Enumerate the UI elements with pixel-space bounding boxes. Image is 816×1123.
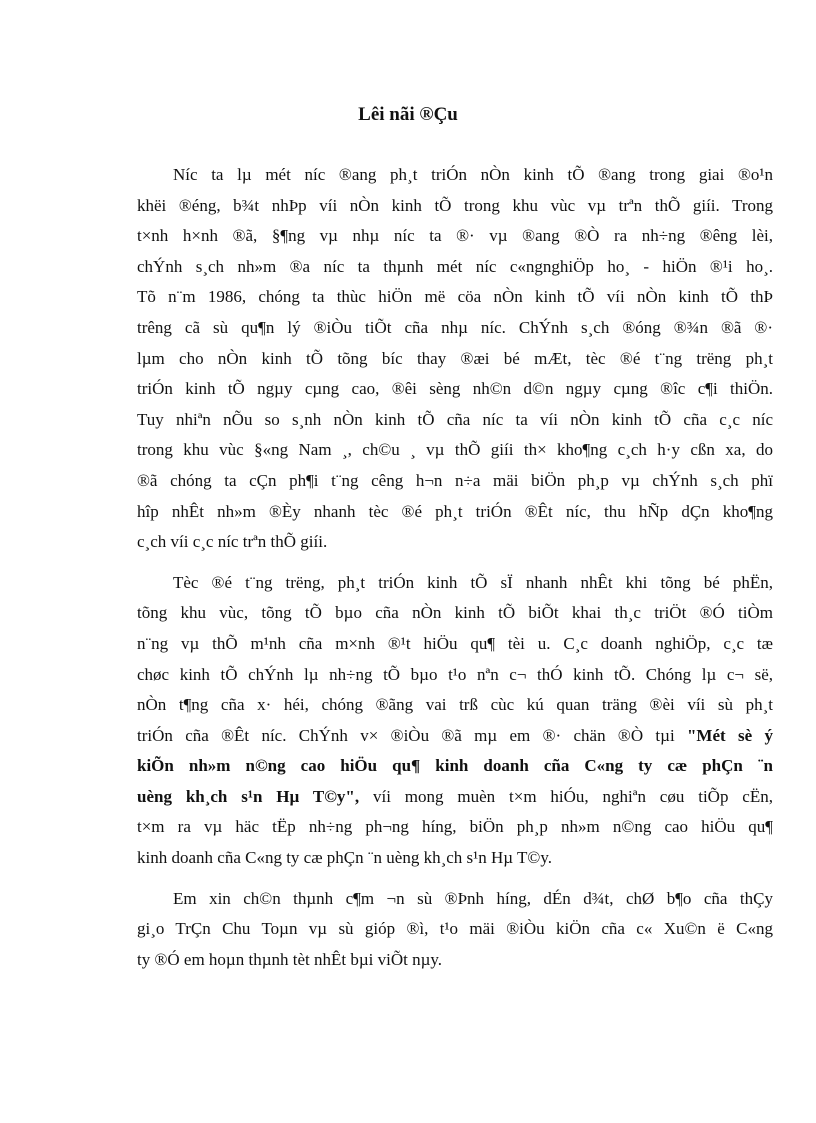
text-line: trêng cã sù qu¶n lý ®iÒu tiÕt cña nhµ níc. ChÝnh s¸ch ®óng ®¾n ®ã ®· [137, 317, 773, 337]
text-line: ty ®Ó em hoµn thµnh tèt nhÊt bµi viÕt nµy. [137, 949, 443, 969]
text-line: n¨ng vµ thÕ m¹nh cña m×nh ®¹t hiÖu qu¶ tèi u. C¸c doanh nghiÖp, c¸c tæ [137, 633, 773, 653]
paragraph-3 [137, 884, 773, 976]
text-line [137, 782, 773, 813]
text-line: chÝnh s¸ch nh»m ®a níc ta thµnh mét níc c«ngnghiÖp ho¸ - hiÖn ®¹i ho¸. [137, 256, 773, 276]
text-line: trong khu vùc §«ng Nam ¸, ch©u ¸ vµ thÕ giíi th× kho¶ng c¸ch h·y cßn xa, do [137, 440, 773, 460]
text-line: Tuy nhiªn nÕu so s¸nh nÒn kinh tÕ cña níc ta víi nÒn kinh tÕ cña c¸c níc [137, 409, 773, 429]
page-title: Lêi nãi ®Çu [358, 104, 458, 125]
text-segment: víi mong muèn t×m hiÓu, nghiªn cøu tiÕp cËn, [359, 786, 773, 806]
document-body [137, 160, 773, 985]
text-line: Em xin ch©n thµnh c¶m ¬n sù ®Þnh híng, dÉn d¾t, chØ b¶o cña thÇy [173, 888, 773, 908]
text-line: kinh doanh cña C«ng ty cæ phÇn ¨n uèng kh¸ch s¹n Hµ T©y. [137, 848, 552, 868]
thesis-title-start: "Mét sè ý [686, 725, 773, 745]
text-line: nÒn t¶ng cña x· héi, chóng ®ãng vai trß cùc kú quan träng ®èi víi sù ph¸t [137, 695, 773, 715]
text-line: Níc ta lµ mét níc ®ang ph¸t triÓn nÒn kinh tÕ ®ang trong giai ®o¹n [173, 165, 773, 184]
text-line: t×m ra vµ häc tËp nh÷ng ph¬ng híng, biÖn ph¸p nh»m n©ng cao hiÖu qu¶ [137, 817, 773, 837]
text-line: gi¸o TrÇn Chu Toµn vµ sù gióp ®ì, t¹o mäi ®iÒu kiÖn cña c« Xu©n ë C«ng [137, 919, 773, 939]
text-line: t×nh h×nh ®ã, §¶ng vµ nhµ níc ta ®· vµ ®ang ®Ò ra nh÷ng ®êng lèi, [137, 226, 773, 246]
paragraph-1 [137, 160, 773, 558]
text-line: c¸ch víi c¸c níc trªn thÕ giíi. [137, 532, 328, 552]
text-line: triÓn kinh tÕ ngµy cµng cao, ®êi sèng nh©n d©n ngµy cµng ®îc c¶i thiÖn. [137, 379, 773, 399]
text-line: chøc kinh tÕ chÝnh lµ nh÷ng tÕ bµo t¹o nªn c¬ thÓ kinh tÕ. Chóng lµ c¬ së, [137, 664, 773, 684]
paragraph-2 [137, 568, 773, 874]
text-segment: triÓn cña ®Êt níc. ChÝnh v× ®iÒu ®ã mµ em ®· chän ®Ò tµi [137, 725, 687, 745]
text-line: Tèc ®é t¨ng trëng, ph¸t triÓn kinh tÕ sÏ nhanh nhÊt khi tõng bé phËn, [173, 572, 773, 592]
text-line: hîp nhÊt nh»m ®Èy nhanh tèc ®é ph¸t triÓn ®Êt níc, thu hÑp dÇn kho¶ng [137, 501, 773, 521]
text-line [137, 721, 773, 752]
text-line: Tõ n¨m 1986, chóng ta thùc hiÖn më cöa nÒn kinh tÕ víi nÒn kinh tÕ thÞ [137, 287, 773, 307]
thesis-title-end: uèng kh¸ch s¹n Hµ T©y", [137, 786, 360, 806]
text-line: lµm cho nÒn kinh tÕ tõng bíc thay ®æi bé mÆt, tèc ®é t¨ng trëng ph¸t [137, 348, 773, 368]
text-line: ®ã chóng ta cÇn ph¶i t¨ng cêng h¬n n÷a mäi biÖn ph¸p vµ chÝnh s¸ch phï [137, 470, 773, 490]
text-line: khëi ®éng, b¾t nhÞp víi nÒn kinh tÕ trong khu vùc vµ trªn thÕ giíi. Trong [137, 195, 773, 215]
thesis-title-line: kiÕn nh»m n©ng cao hiÖu qu¶ kinh doanh cña C«ng ty cæ phÇn ¨n [137, 756, 773, 776]
text-line: tõng khu vùc, tõng tÕ bµo cña nÒn kinh tÕ biÕt khai th¸c triÖt ®Ó tiÒm [137, 603, 773, 623]
